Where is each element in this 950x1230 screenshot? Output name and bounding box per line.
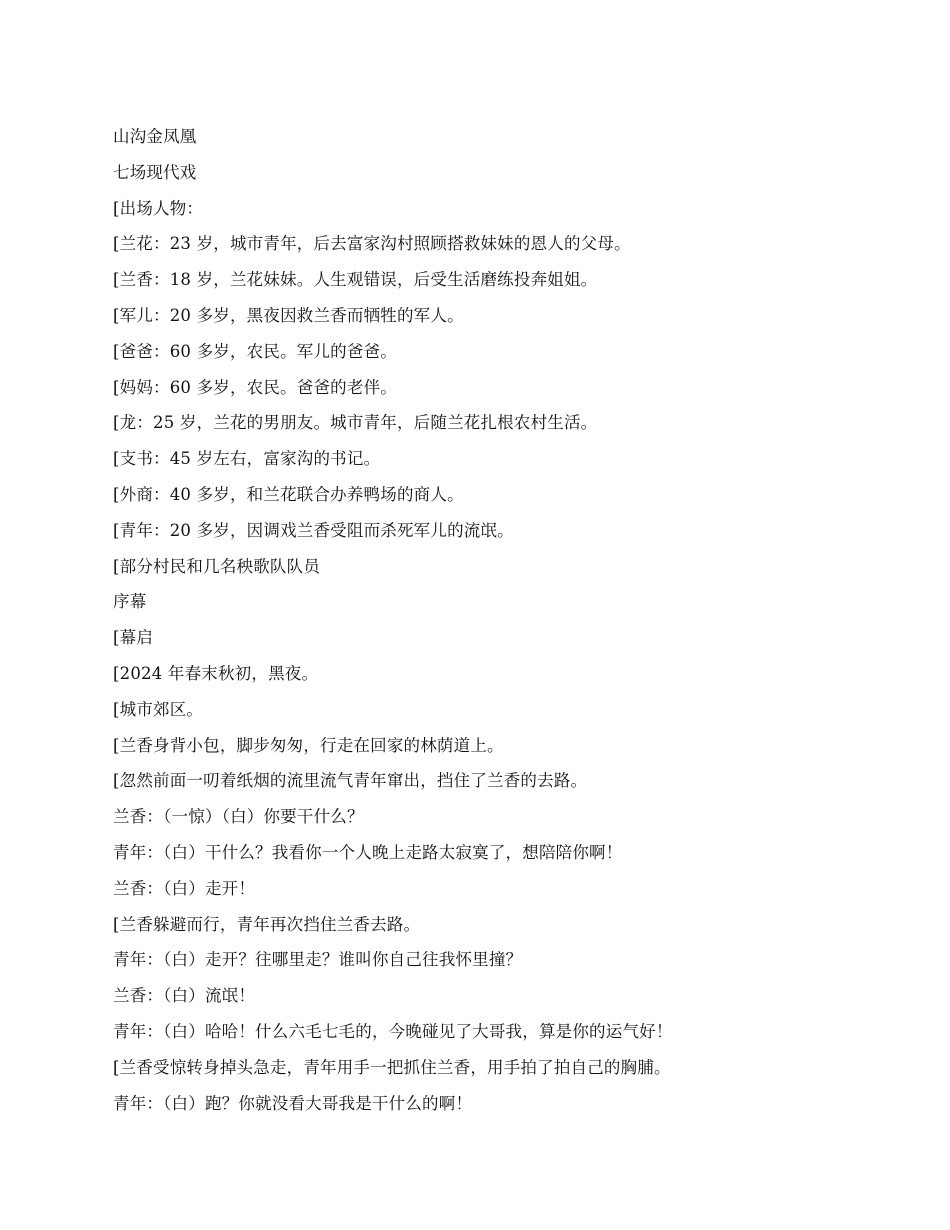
cast-entry: [外商：40 多岁，和兰花联合办养鸭场的商人。 (113, 484, 464, 504)
cast-entry: [爸爸：60 多岁，农民。军儿的爸爸。 (113, 341, 397, 361)
cast-entry: [军儿：20 多岁，黑夜因救兰香而牺牲的军人。 (113, 305, 464, 325)
dialogue-line: 兰香：（白）流氓！ (113, 986, 256, 1006)
dialogue-line: 青年：（白）跑？你就没看大哥我是干什么的啊！ (113, 1093, 473, 1113)
play-title: 山沟金凤凰 (113, 127, 197, 146)
dialogue-line: 兰香：（一惊）（白）你要干什么？ (113, 807, 364, 827)
dialogue-line: 青年：（白）哈哈！什么六毛七毛的，今晚碰见了大哥我，算是你的运气好！ (113, 1021, 673, 1041)
dialogue-line: 青年：（白）走开？往哪里走？谁叫你自己往我怀里撞？ (113, 950, 523, 970)
stage-direction: [兰香受惊转身掉头急走，青年用手一把抓住兰香，用手拍了拍自己的胸脯。 (113, 1057, 671, 1077)
cast-entry: [部分村民和几名秧歌队队员 (113, 556, 321, 576)
cast-entry: [支书：45 岁左右，富家沟的书记。 (113, 449, 381, 469)
cast-entry: [妈妈：60 多岁，农民。爸爸的老伴。 (113, 377, 397, 397)
cast-heading: [出场人物： (113, 198, 204, 218)
cast-entry: [兰花：23 岁，城市青年，后去富家沟村照顾搭救妹妹的恩人的父母。 (113, 234, 631, 254)
dialogue-line: 青年：（白）干什么？我看你一个人晚上走路太寂寞了，想陪陪你啊！ (113, 842, 623, 862)
cast-entry: [兰香：18 岁，兰花妹妹。人生观错误，后受生活磨练投奔姐姐。 (113, 270, 598, 290)
stage-direction: [兰香躲避而行，青年再次挡住兰香去路。 (113, 914, 421, 934)
cast-entry: [青年：20 多岁，因调戏兰香受阻而杀死军儿的流氓。 (113, 520, 514, 540)
section-heading: 序幕 (113, 592, 147, 612)
cast-entry: [龙：25 岁，兰花的男朋友。城市青年，后随兰花扎根农村生活。 (113, 413, 598, 433)
stage-direction: [幕启 (113, 628, 154, 648)
stage-direction: [2024 年春末秋初，黑夜。 (113, 663, 319, 683)
stage-direction: [忽然前面一叨着纸烟的流里流气青年窜出，挡住了兰香的去路。 (113, 771, 588, 791)
play-subtitle: 七场现代戏 (113, 162, 197, 182)
script-text (113, 124, 873, 1126)
stage-direction: [城市郊区。 (113, 699, 204, 719)
stage-direction: [兰香身背小包，脚步匆匆，行走在回家的林荫道上。 (113, 735, 504, 755)
dialogue-line: 兰香：（白）走开！ (113, 878, 256, 898)
